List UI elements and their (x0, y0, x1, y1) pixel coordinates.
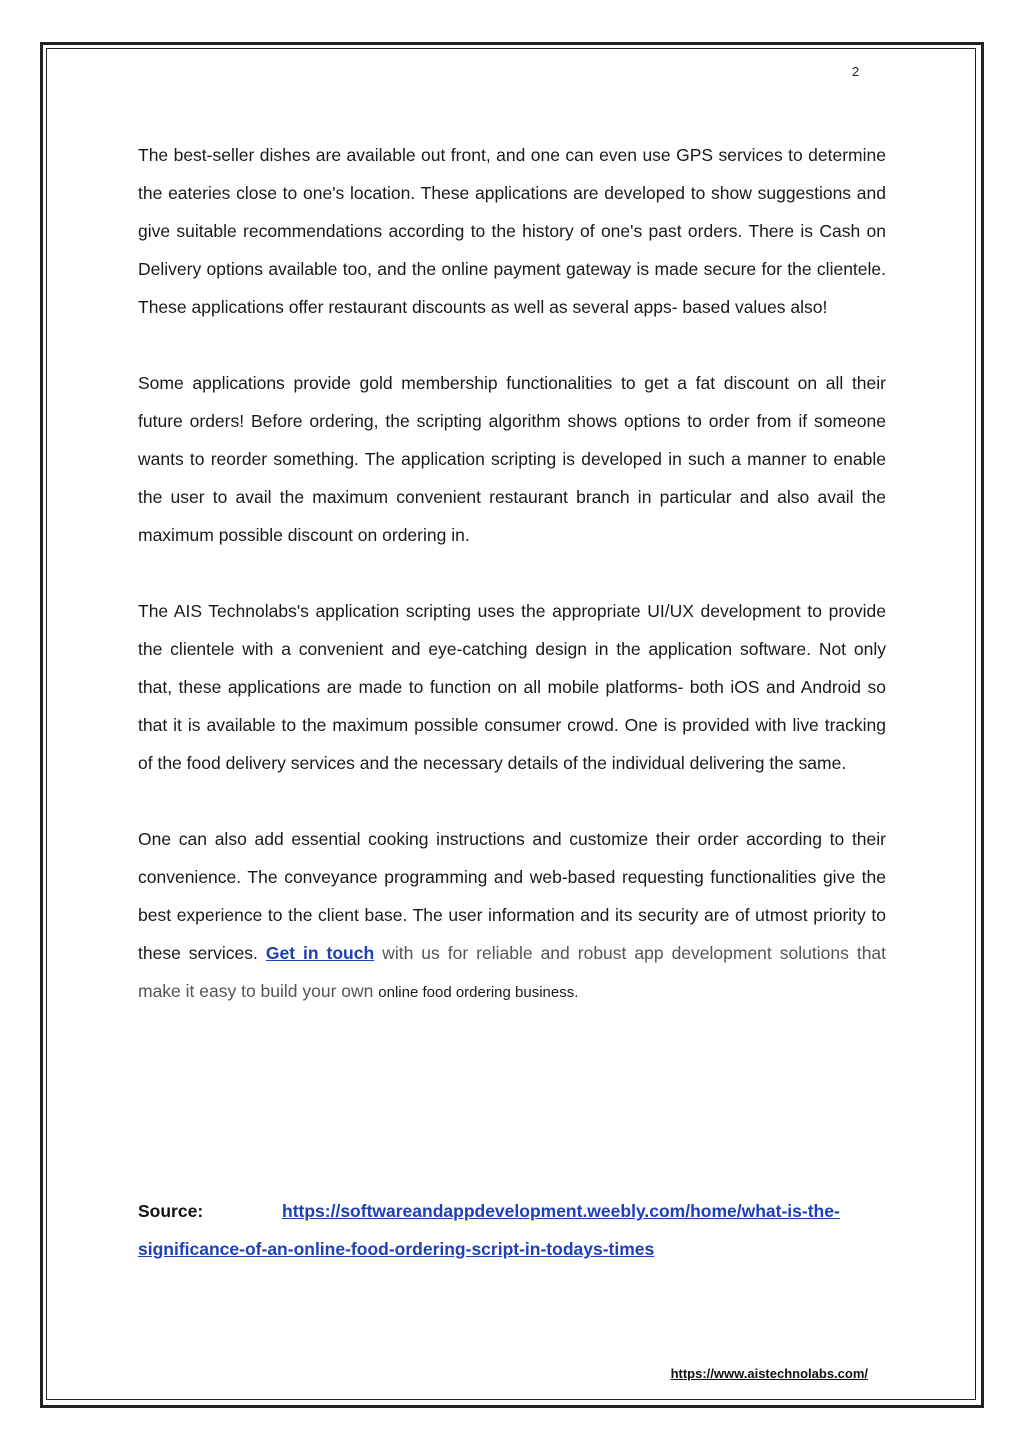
page-number: 2 (852, 64, 860, 79)
source-line (138, 1192, 886, 1268)
footer-website-link[interactable]: https://www.aistechnolabs.com/ (670, 1366, 868, 1381)
paragraph-4-text: One can also add essential cooking instructions and customize their order according to their convenience. The conveyance programming and web-based requesting functionalities give the best experience to the client base. The user information and its security are of utmost priority to these services. (138, 829, 886, 963)
paragraph-2: Some applications provide gold membership functionalities to get a fat discount on all their future orders! Before ordering, the scripting algorithm shows options to order from if someone wants to reorder something. The application scripting is developed in such a manner to enable the user to avail the maximum convenient restaurant branch in particular and also avail the maximum possible discount on ordering in. (138, 373, 886, 545)
source-block (138, 1192, 886, 1268)
source-link[interactable]: https://softwareandappdevelopment.weebly.com/home/what-is-the-significance-of-an-online-food-ordering-script-in-todays-times (138, 1201, 840, 1259)
paragraph-3: The AIS Technolabs's application scripting uses the appropriate UI/UX development to provide the clientele with a convenient and eye-catching design in the application software. Not only that, these applications are made to function on all mobile platforms- both iOS and Android so that it is available to the maximum possible consumer crowd. One is provided with live tracking of the food delivery services and the necessary details of the individual delivering the same. (138, 601, 886, 773)
source-label: Source: (138, 1201, 204, 1221)
document-body (138, 136, 886, 1012)
paragraph-1: The best-seller dishes are available out front, and one can even use GPS services to determine the eateries close to one's location. These applications are developed to show suggestions and give suitable recommendations according to the history of one's past orders. There is Cash on Delivery options available too, and the online payment gateway is made secure for the clientele. These applications offer restaurant discounts as well as several apps- based values also! (138, 145, 886, 317)
get-in-touch-link[interactable]: Get in touch (265, 943, 375, 963)
online-food-ordering-text: online food ordering business. (378, 984, 579, 1001)
paragraph-4-continuation: with us for reliable and robust app development solutions that make it easy to build your own (138, 943, 887, 1001)
paragraph-4 (138, 820, 886, 1012)
